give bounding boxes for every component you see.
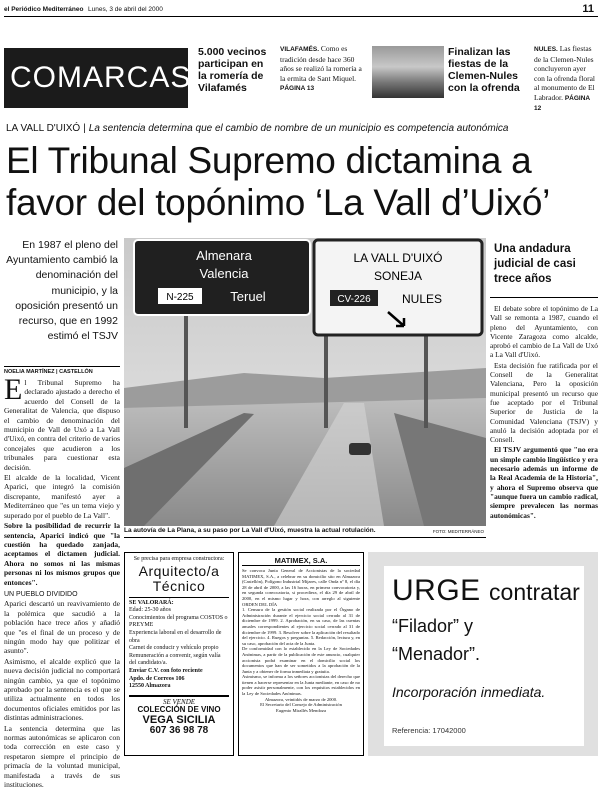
ad-item: Edad: 25-30 años	[129, 607, 171, 614]
road-sign-photo	[124, 238, 486, 526]
lead-paragraph: En 1987 el pleno del Ayuntamiento cambió la denominación del municipio, y la oposición presentó un recurso, que en 1992 estimó el TSJV	[6, 239, 118, 343]
article-paragraph: Sobre la posibilidad de recurrir la sentencia, Aparici indicó que "la cuestión ha quedado zanjada, aceptamos el dictamen judicial. Ahora no somos ni las mismas personas ni los mismos grupos que entonces".	[4, 521, 120, 587]
ad-salary: Remuneración a convenir, según valía del candidato/a.	[129, 652, 221, 667]
photo-credit: FOTO: MEDITERRÁNEO	[432, 529, 484, 534]
ad-urge-name: “Menador”.	[392, 644, 481, 664]
article-subhead: UN PUEBLO DIVIDIDO	[4, 590, 78, 598]
kicker	[6, 123, 596, 134]
article-paragraph: Asimismo, el alcalde explicó que la nueva decisión judicial no comportará ningún cambio, ya que el topónimo aprobado por la sentencia es el que se utiliza actualmente en todos los documentos oficiales emitidos por las distintas administraciones.	[4, 656, 120, 723]
ad-urge-names	[392, 612, 480, 668]
caption-text: La autovía de La Plana, a su paso por La Vall d'Uixó, muestra la actual rotulación.	[124, 527, 376, 534]
ad-text: 1. Censura de la gestión social realizada por el Órgano de Administración durante el ejercicio social cerrado al 31 de diciembre de 1999. 2. Aprobación, en su caso, de las cuentas anuales correspondientes al ejercicio social cerrado al 31 de diciembre de 1999. 3. Resolver sobre la aplicación del resultado del ejercicio. 4. Ruegos y preguntas. 5. Redacción, lectura y, en su caso, aprobación del acta de la Junta.	[242, 607, 360, 646]
ad-vende-phone: 607 36 98 78	[149, 724, 209, 736]
drop-cap: E	[4, 373, 23, 406]
teaser-title-vilafames[interactable]: 5.000 vecinos participan en la romería de Vilafamés	[198, 46, 267, 94]
ad-urge-heading	[392, 574, 580, 609]
sign-text: LA VALL D'UIXÓ	[353, 251, 443, 265]
byline: NOELIA MARTÍNEZ | CASTELLÓN	[4, 366, 120, 375]
section-title: COMARCAS	[4, 48, 188, 108]
ad-item: Conocimientos del programa COSTOS o PREYME	[129, 614, 228, 629]
ad-urge-panel	[384, 566, 584, 746]
issue-date: Lunes, 3 de abril del 2000	[88, 6, 163, 13]
sign-text: SONEJA	[373, 269, 423, 283]
teaser-place: VILAFAMÉS.	[280, 46, 320, 53]
ad-title: Arquitecto/a Técnico	[129, 564, 229, 598]
page-number: 11	[582, 3, 594, 15]
teaser-text: Como es tradición desde hace 360 años se realizó la romería a la ermita de Sant Miquel.	[280, 44, 362, 83]
ad-address: Apdo. de Correos 106	[129, 675, 185, 682]
ad-text: Se convoca Junta General de Accionistas de la sociedad MATIMEX, S.A., a celebrar en su domicilio sito en Almazora (Castellón), Polígono Industrial Mijares, calle Onda nº 8, el día 28 de abril de 2000, a las 16 horas, en primera convocatoria y, en segunda convocatoria, si procediera, el día 29 de abril de 2000, en el mismo lugar y hora, con arreglo al siguiente ORDEN DEL DÍA	[242, 568, 360, 607]
article-paragraph	[4, 373, 120, 472]
ad-date: Almazora, veintidós de marzo de 2000.	[264, 696, 338, 702]
ad-text: Asimismo, se informa a los señores accionistas del derecho que tienen a hacerse representar en la Junta mediante, en caso de no poder asistir personalmente, con los requisitos establecidos en la Ley de Sociedades Anónimas.	[242, 674, 360, 697]
teaser-text: Las fiestas de la Clemen-Nules concluyeron ayer con la ofrenda floral al monumento de El Labrador.	[534, 44, 596, 102]
sign-text: Valencia	[199, 266, 249, 281]
teaser-thumbnail	[372, 46, 444, 98]
headline: El Tribunal Supremo dictamina a favor del topónimo ‘La Vall d’Uixó’	[6, 140, 551, 223]
sidebar-text	[490, 298, 598, 520]
teaser-page[interactable]: PÁGINA 13	[280, 85, 315, 92]
newspaper-name: el Periódico Mediterráneo	[4, 6, 84, 13]
ad-vende-what: COLECCIÓN DE VINO	[137, 705, 221, 715]
article-paragraph: El alcalde de la localidad, Vicent Aparici, que integró la comisión discrepante, manifestó ayer a Mediterráneo que "es un tema viejo y superado por el pueblo de La Vall".	[4, 473, 120, 520]
kicker-place: LA VALL D'UIXÓ	[6, 123, 81, 134]
ad-item: Experiencia laboral en el desarrollo de obra	[129, 629, 222, 644]
teaser-place: NULES.	[534, 46, 558, 53]
kicker-separator: |	[83, 123, 86, 134]
ad-urge-ref: Referencia: 17042000	[392, 726, 466, 735]
ad-vende-title: SE VENDE	[129, 695, 229, 707]
sign-text: Teruel	[230, 289, 266, 304]
ad-urge-word: URGE	[392, 574, 481, 607]
ad-urge	[368, 552, 598, 756]
ad-text: De conformidad con lo establecido en la Ley de Sociedades Anónimas, a partir de la publicación de este anuncio, cualquier accionista podrá examinar en el domicilio social los documentos que han de ser sometidos a la aprobación de la Junta y a obtener de forma inmediata y gratuita.	[242, 646, 360, 674]
teaser-title-nules[interactable]: Finalizan las fiestas de la Clemen-Nules con la ofrenda	[448, 46, 520, 94]
teaser-body-vilafames	[280, 44, 368, 94]
photo-caption	[124, 527, 486, 538]
sidebar-title: Una andadura judicial de casi trece años	[490, 238, 598, 298]
ad-urge-name: “Filador” y	[392, 616, 474, 636]
article-paragraph: La sentencia determina que las normas autonómicas se aplicaron con toda corrección en este caso y respetaron siempre el principio de primacía de la voluntad municipal, manifestada a través de sus instituciones.	[4, 723, 120, 790]
sidebar-box	[490, 238, 598, 521]
ad-urge-line: Incorporación inmediata.	[392, 684, 546, 700]
ad-contratar-word: contratar	[489, 579, 580, 605]
article-text: l Tribunal Supremo ha declarado ajustado a derecho el acuerdo del Consell de la Generalitat de Valencia, que dispuso el cambio de denominación del municipio de Vall de Uxó a La Vall d'Uixó, en contra del criterio de varios concejales que acudieron a los tribunales para cuestionar esta decisión.	[4, 378, 120, 472]
ad-address: 12550 Almazora	[129, 683, 171, 690]
sidebar-paragraph: El debate sobre el topónimo de La Vall se remonta a 1987, cuando el pleno del Ayuntamiento, con Vicente Zaragoza como alcalde, aprobó el cambio de La Vall de Uxó a La Vall d'Uixó.	[490, 304, 598, 360]
section-band	[4, 38, 598, 112]
kicker-summary: La sentencia determina que el cambio de nombre de un municipio es competencia autonómica	[88, 123, 509, 134]
sign-text: Almenara	[196, 248, 252, 263]
news-photo	[124, 238, 486, 526]
article-paragraph: Aparici descartó un reavivamiento de la polémica que sacudió a la población hace trece años y añadió que "es el final de un proceso y de ningún modo hay que politizar el asunto".	[4, 599, 120, 656]
page-header	[4, 3, 598, 17]
teaser-page[interactable]: PÁGINA 12	[534, 94, 590, 112]
ad-matimex	[238, 552, 364, 756]
teaser-body-nules	[534, 44, 598, 114]
sidebar-paragraph: Esta decisión fue ratificada por el Consell de la Generalitat Valenciana, Pero la oposición municipal presentó un recurso que fue aceptado por el Tribunal Superior de Justicia de la Comunidad Valenciana (TSJV) y anuló la decisión adoptada por el Consell.	[490, 360, 598, 445]
article-body	[4, 373, 120, 790]
ad-vende-name: VEGA SICILIA	[142, 713, 216, 726]
sign-text: CV-226	[337, 294, 371, 305]
ad-title: MATIMEX, S.A.	[242, 556, 360, 566]
ad-send: Enviar C.V. con foto reciente	[129, 667, 203, 674]
ad-item: Carnet de conducir y vehículo propio	[129, 645, 219, 652]
ad-signature: El Secretario del Consejo de Administración	[260, 702, 342, 708]
ad-arquitecto	[124, 552, 234, 756]
ad-valora: SE VALORARÁ:	[129, 599, 174, 606]
sign-text: NULES	[401, 292, 443, 306]
sidebar-paragraph: El TSJV argumentó que "no era un simple cambio lingüístico y era necesario además un informe de la Real Academia de la Historia", y ahora el Supremo observa que "aunque fuera un cambio radical, siempre prevalecen las normas autonómicas".	[490, 445, 598, 520]
ad-intro: Se precisa para empresa constructora:	[133, 556, 225, 562]
sign-text: N-225	[166, 292, 194, 303]
ad-signature: Eugenio Mirallés Mendoza	[275, 707, 326, 713]
